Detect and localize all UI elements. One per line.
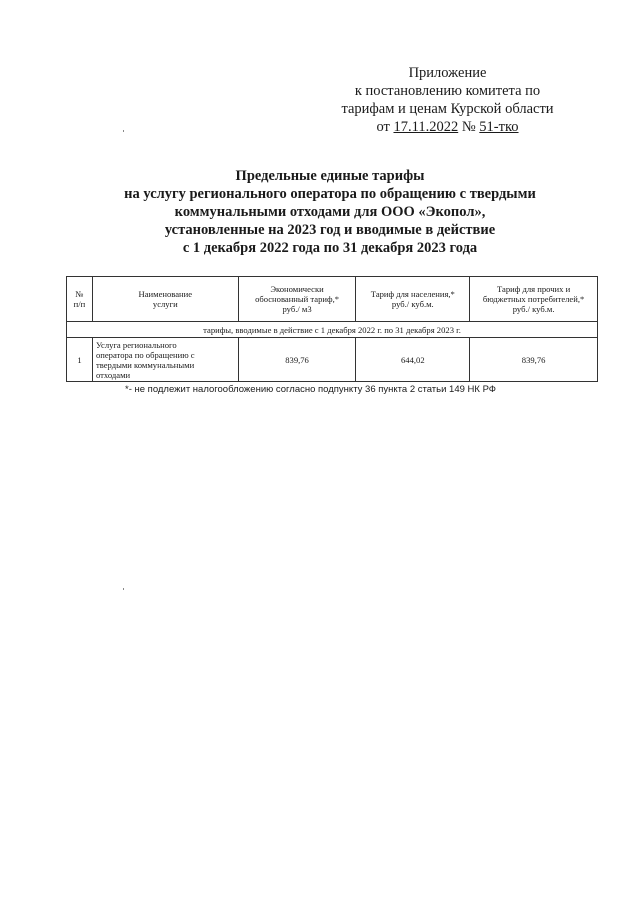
appendix-line-1: Приложение <box>408 65 487 81</box>
header-service <box>92 277 238 322</box>
appendix-line-2: к постановлению комитета по <box>354 83 541 99</box>
row-other-value: 839,76 <box>470 338 598 382</box>
scan-speck <box>123 130 124 132</box>
header-num-line-1: № <box>75 289 84 299</box>
header-econ-tariff <box>238 277 356 322</box>
appendix-date-line <box>330 118 565 136</box>
header-num-line-2: п/п <box>73 299 86 309</box>
header-econ-line-2: обоснованный тариф,* <box>255 294 340 304</box>
footnote: *- не подлежит налогообложению согласно подпункту 36 пункта 2 статьи 149 НК РФ <box>125 384 497 395</box>
period-cell: тарифы, вводимые в действие с 1 декабря 2022 г. по 31 декабря 2023 г. <box>67 322 598 338</box>
row-population-value: 644,02 <box>356 338 470 382</box>
header-other-tariff <box>470 277 598 322</box>
header-econ-line-1: Экономически <box>270 284 324 294</box>
header-econ-line-3: руб./ м3 <box>282 304 312 314</box>
date-prefix: от <box>376 119 394 135</box>
resolution-number: 51-тко <box>479 119 519 135</box>
document-title <box>70 167 590 257</box>
table-header-row <box>67 277 598 322</box>
header-pop-line-1: Тариф для населения,* <box>370 289 455 299</box>
row-num: 1 <box>67 338 93 382</box>
title-line-4: установленные на 2023 год и вводимые в действие <box>164 222 496 238</box>
row-econ-value: 839,76 <box>238 338 356 382</box>
title-line-1: Предельные единые тарифы <box>235 168 425 184</box>
header-other-line-3: руб./ куб.м. <box>512 304 555 314</box>
title-line-5: с 1 декабря 2022 года по 31 декабря 2023 года <box>182 240 478 256</box>
appendix-block <box>330 64 565 136</box>
tariffs-table <box>66 276 598 382</box>
period-row <box>67 322 598 338</box>
header-pop-line-2: руб./ куб.м. <box>391 299 434 309</box>
table-row <box>67 338 598 382</box>
title-line-3: коммунальными отходами для ООО «Экопол», <box>174 204 486 220</box>
service-line-4: отходами <box>95 370 131 380</box>
service-line-1: Услуга регионального <box>95 340 177 350</box>
service-line-3: твердыми коммунальными <box>95 360 195 370</box>
header-population-tariff <box>356 277 470 322</box>
header-other-line-1: Тариф для прочих и <box>497 284 571 294</box>
header-service-line-1: Наименование <box>138 289 193 299</box>
resolution-date: 17.11.2022 <box>393 119 459 135</box>
header-other-line-2: бюджетных потребителей,* <box>482 294 585 304</box>
scan-speck <box>123 588 124 590</box>
number-prefix: № <box>458 119 480 135</box>
row-service <box>92 338 238 382</box>
header-num <box>67 277 93 322</box>
title-line-2: на услугу регионального оператора по обращению с твердыми <box>124 186 536 202</box>
appendix-line-3: тарифам и ценам Курской области <box>341 101 554 117</box>
header-service-line-2: услуги <box>152 299 178 309</box>
service-line-2: оператора по обращению с <box>95 350 195 360</box>
